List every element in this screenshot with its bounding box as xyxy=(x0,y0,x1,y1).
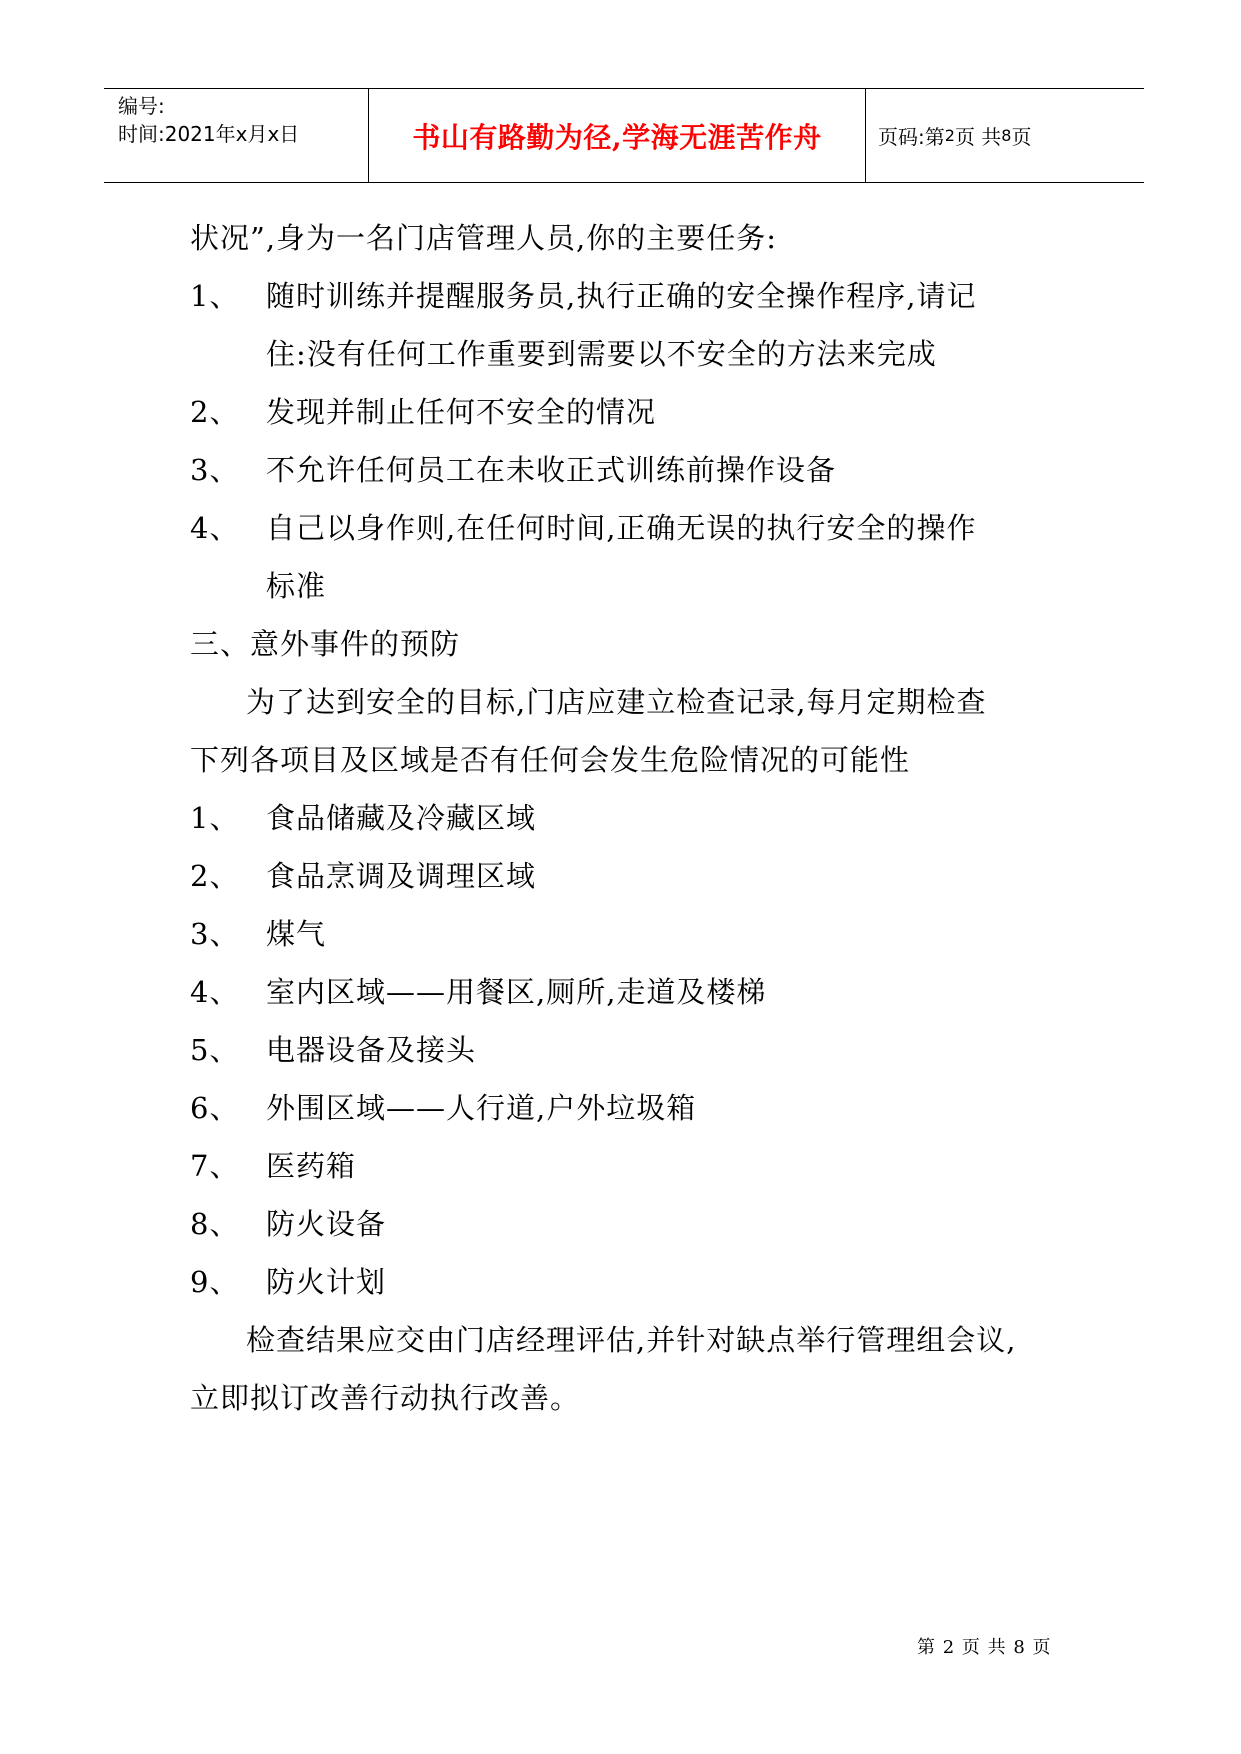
list-item-number: 9、 xyxy=(190,1265,240,1299)
header-motto: 书山有路勤为径,学海无涯苦作舟 xyxy=(412,120,822,154)
document-number-label: 编号: xyxy=(118,94,165,118)
list-item-text: 标准 xyxy=(266,569,327,603)
page-prefix: 页码:第 xyxy=(878,125,945,149)
page-mid: 页 共 xyxy=(954,125,1002,149)
document-time-label: 时间:2021年x月x日 xyxy=(118,122,300,146)
list-item-number: 1、 xyxy=(190,279,240,313)
header-motto-cell xyxy=(369,89,866,182)
list-item-number: 7、 xyxy=(190,1149,240,1183)
list-item-text: 煤气 xyxy=(266,917,327,951)
paragraph-line: 立即拟订改善行动执行改善。 xyxy=(190,1381,581,1415)
list-item-text: 自己以身作则,在任何时间,正确无误的执行安全的操作 xyxy=(266,511,977,545)
list-item-text: 防火计划 xyxy=(266,1265,387,1299)
section-title: 三、意外事件的预防 xyxy=(190,627,461,661)
list-item-number: 1、 xyxy=(190,801,240,835)
list-item-text: 不允许任何员工在未收正式训练前操作设备 xyxy=(266,453,837,487)
page-footer: 第 2 页 共 8 页 xyxy=(917,1637,1052,1658)
intro-line: 状况”,身为一名门店管理人员,你的主要任务: xyxy=(190,221,778,255)
list-item-text: 发现并制止任何不安全的情况 xyxy=(266,395,657,429)
list-item-text: 室内区域——用餐区,厕所,走道及楼梯 xyxy=(266,975,767,1009)
page-number: 2 xyxy=(944,126,955,145)
list-item-number: 3、 xyxy=(190,917,240,951)
list-item-number: 2、 xyxy=(190,859,240,893)
list-item-text: 食品储藏及冷藏区域 xyxy=(266,801,537,835)
header-page-cell xyxy=(866,89,1144,182)
list-item-number: 8、 xyxy=(190,1207,240,1241)
list-item-number: 3、 xyxy=(190,453,240,487)
list-item-text: 电器设备及接头 xyxy=(266,1033,477,1067)
list-item-text: 防火设备 xyxy=(266,1207,387,1241)
list-item-number: 5、 xyxy=(190,1033,240,1067)
list-item-text: 外围区域——人行道,户外垃圾箱 xyxy=(266,1091,697,1125)
list-item-number: 4、 xyxy=(190,511,240,545)
paragraph-line: 为了达到安全的目标,门店应建立检查记录,每月定期检查 xyxy=(246,685,987,719)
page-header xyxy=(104,88,1144,183)
list-item-number: 2、 xyxy=(190,395,240,429)
page-suffix: 页 xyxy=(1011,125,1032,149)
list-item-text: 医药箱 xyxy=(266,1149,357,1183)
header-meta-cell xyxy=(104,89,369,182)
paragraph-line: 检查结果应交由门店经理评估,并针对缺点举行管理组会议, xyxy=(246,1323,1017,1357)
list-item-number: 6、 xyxy=(190,1091,240,1125)
paragraph-line: 下列各项目及区域是否有任何会发生危险情况的可能性 xyxy=(190,743,911,777)
page-total: 8 xyxy=(1001,126,1012,145)
list-item-number: 4、 xyxy=(190,975,240,1009)
list-item-text: 住:没有任何工作重要到需要以不安全的方法来完成 xyxy=(266,337,937,371)
list-item-text: 食品烹调及调理区域 xyxy=(266,859,537,893)
list-item-text: 随时训练并提醒服务员,执行正确的安全操作程序,请记 xyxy=(266,279,977,313)
